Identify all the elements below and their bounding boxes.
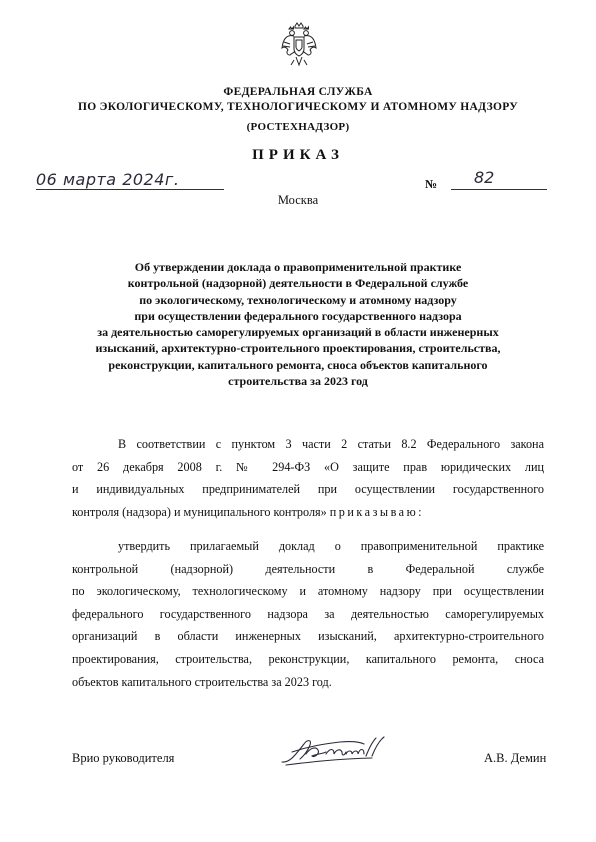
order-verb: приказываю: — [329, 504, 425, 519]
order-number-handwritten: 82 — [474, 168, 495, 187]
resolution-paragraph — [72, 535, 544, 693]
date-underline — [36, 189, 224, 190]
subject-line: изысканий, архитектурно-строительного проектирования, строительства, — [95, 341, 501, 356]
agency-short-name: (РОСТЕХНАДЗОР) — [246, 121, 350, 133]
agency-name-line2: ПО ЭКОЛОГИЧЕСКОМУ, ТЕХНОЛОГИЧЕСКОМУ И АТОМНОМУ НАДЗОРУ — [78, 101, 518, 113]
subject-line: строительства за 2023 год — [228, 374, 368, 389]
subject-line: по экологическому, технологическому и атомному надзору — [139, 292, 457, 307]
body-line: и индивидуальных предпринимателей при осуществлении государственного — [72, 482, 544, 497]
subject-line: Об утверждении доклада о правоприменительной практике — [134, 260, 462, 274]
order-number-label: № — [425, 177, 438, 191]
subject-line: реконструкции, капитального ремонта, сноса объектов капитального — [108, 357, 488, 372]
coat-of-arms-icon — [280, 20, 318, 70]
order-title: ПРИКАЗ — [252, 147, 344, 163]
order-subject — [0, 259, 596, 389]
body-line: федерального государственного надзора за деятельностью саморегулируемых — [72, 606, 544, 621]
body-line: организаций в области инженерных изысканий, архитектурно-строительного — [72, 629, 544, 644]
body-line: объектов капитального строительства за 2023 год. — [72, 674, 332, 689]
order-date-handwritten: 06 марта 2024г. — [36, 170, 180, 189]
body-line — [72, 501, 544, 524]
body-line: В соответствии с пунктом 3 части 2 статьи 8.2 Федерального закона — [118, 437, 544, 451]
agency-name-line1: ФЕДЕРАЛЬНАЯ СЛУЖБА — [223, 86, 373, 98]
subject-line: при осуществлении федерального государственного надзора — [134, 308, 462, 323]
body-line: проектирования, строительства, реконструкции, капитального ремонта, сноса — [72, 651, 544, 666]
body-line: утвердить прилагаемый доклад о правоприменительной практике — [118, 539, 544, 553]
body-line: от 26 декабря 2008 г. № 294-ФЗ «О защите прав юридических лиц — [72, 459, 544, 474]
preamble-paragraph — [72, 433, 544, 523]
number-underline — [451, 189, 547, 190]
body-line: по экологическому, технологическому и атомному надзору при осуществлении — [72, 584, 544, 599]
subject-line: за деятельностью саморегулируемых организаций в области инженерных — [97, 325, 499, 340]
body-line: контрольной (надзорной) деятельности в Федеральной службе — [72, 561, 544, 576]
signatory-position: Врио руководителя — [72, 751, 175, 765]
subject-line: контрольной (надзорной) деятельности в Федеральной службе — [127, 276, 469, 291]
body-line-text: контроля (надзора) и муниципального контроля» — [72, 504, 327, 519]
order-city: Москва — [277, 193, 319, 207]
handwritten-signature — [280, 732, 398, 772]
signatory-name: А.В. Демин — [484, 751, 547, 765]
